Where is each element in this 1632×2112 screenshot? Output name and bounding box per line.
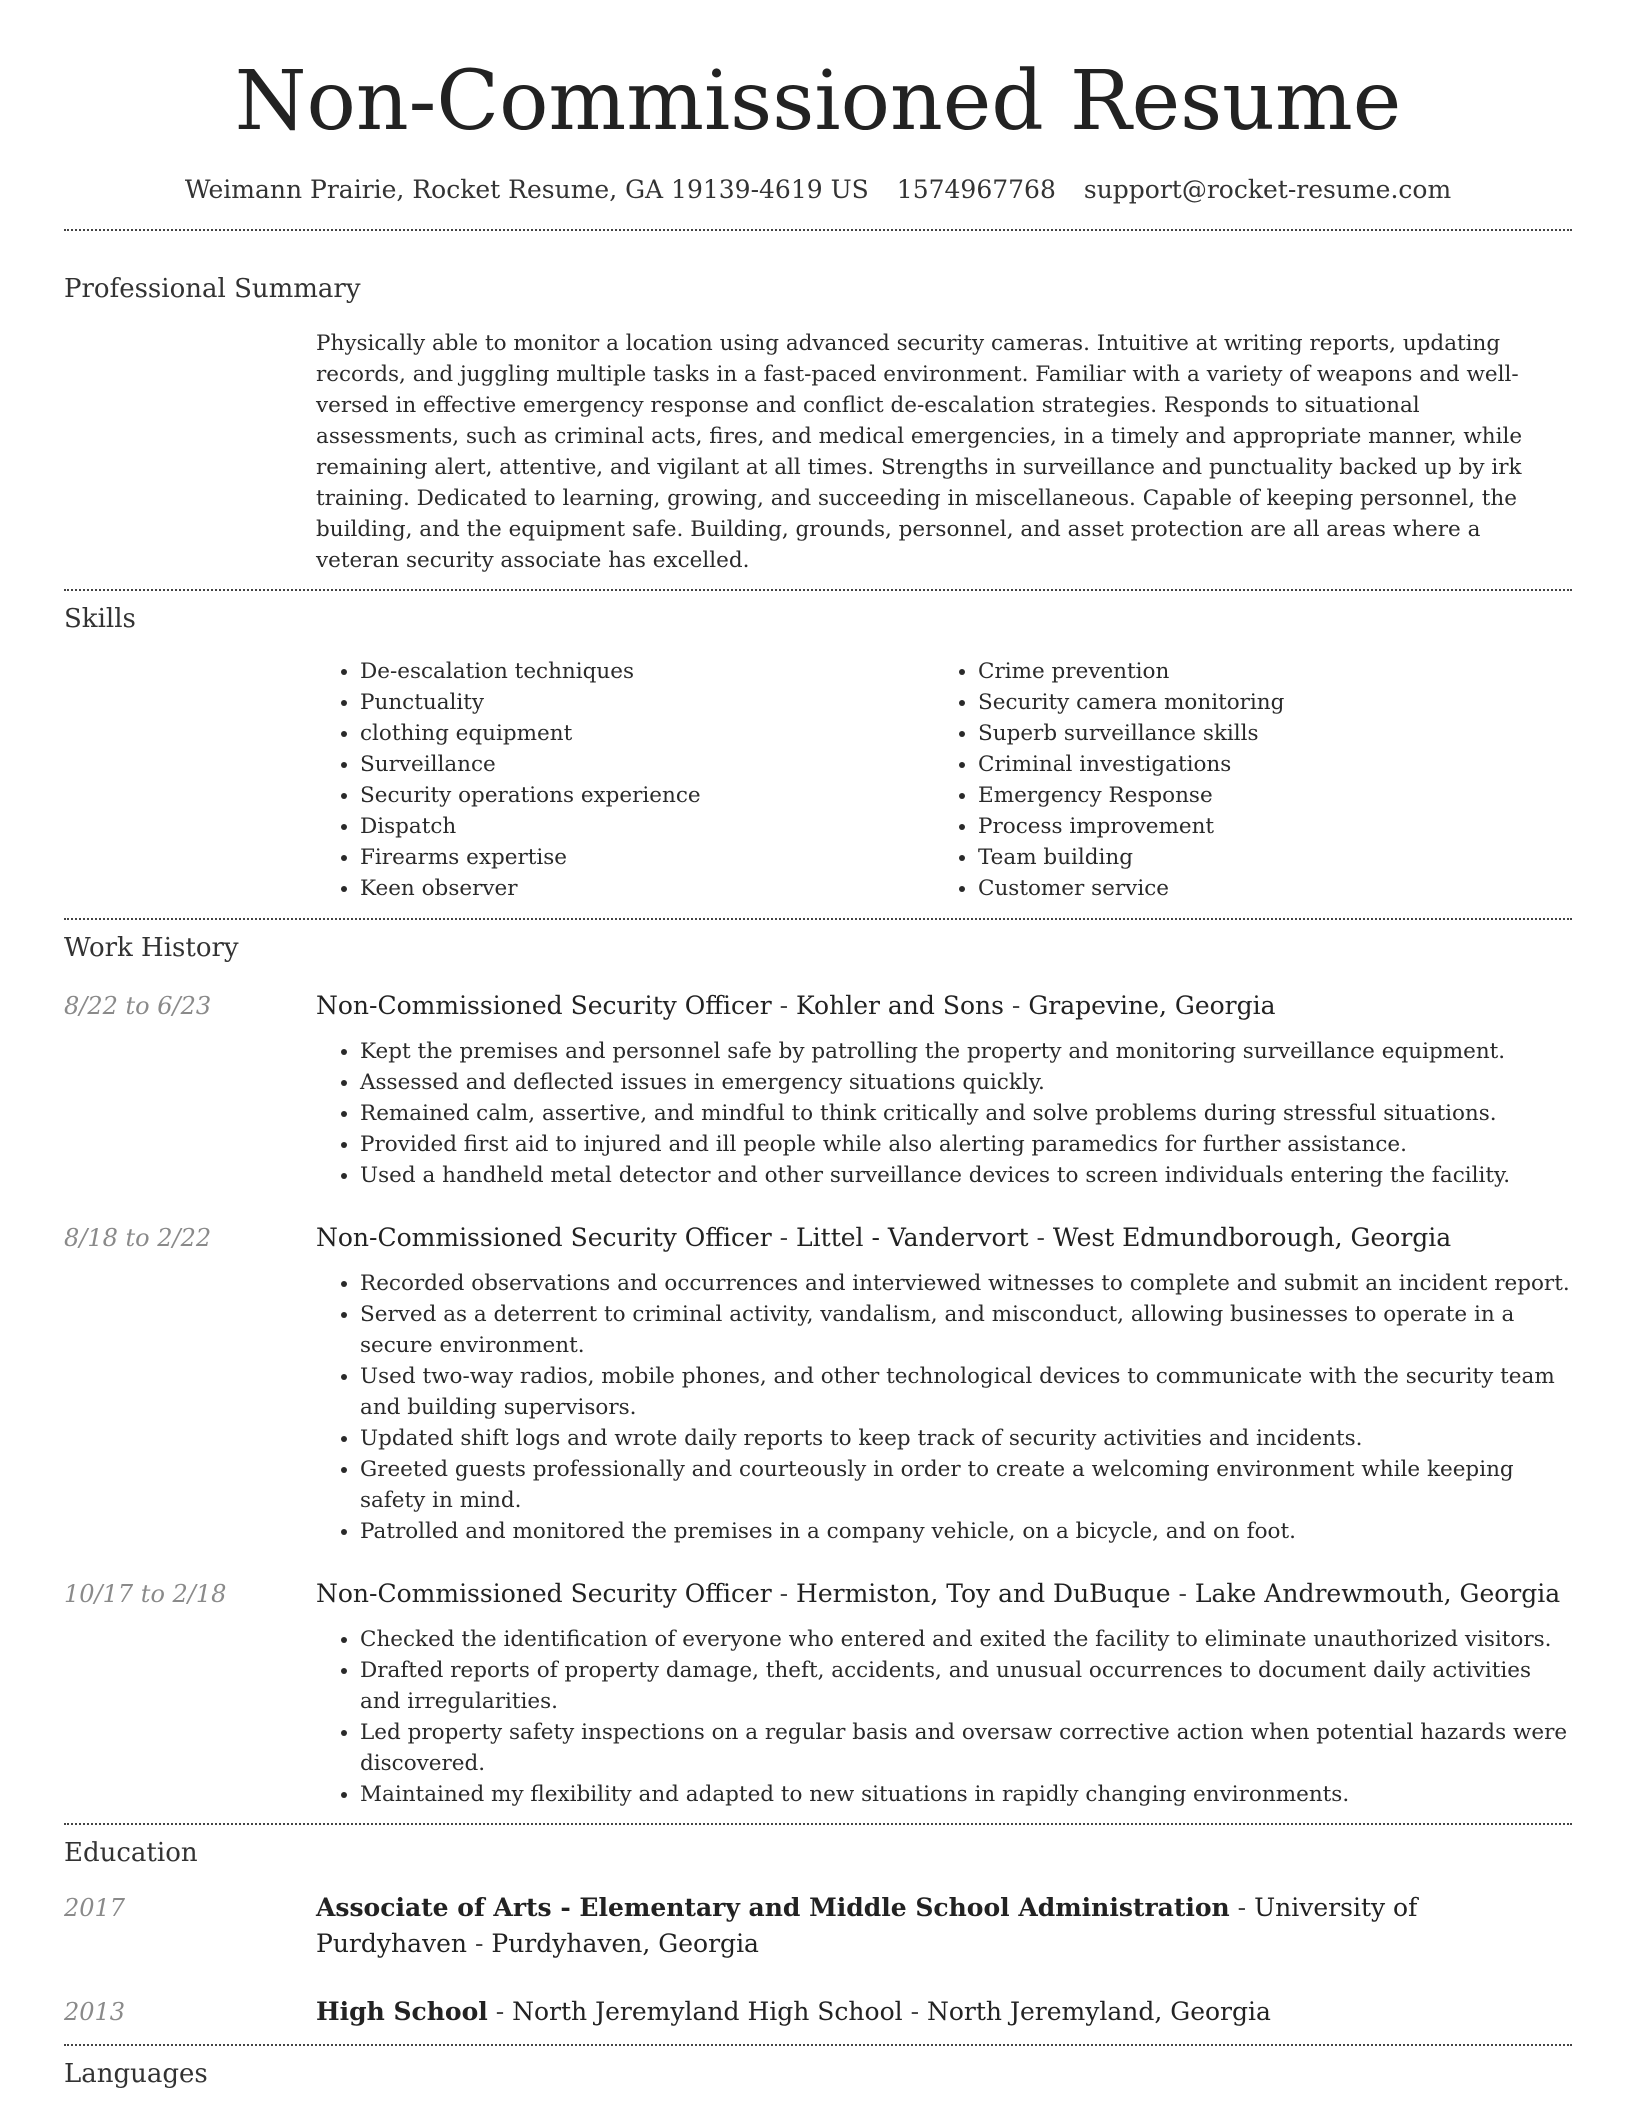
skills-right-list — [934, 656, 1552, 904]
section-title-education: Education — [64, 1838, 198, 1868]
skill-item: • De-escalation techniques — [360, 656, 934, 687]
separator: - — [1170, 1579, 1195, 1608]
job-company: Kohler and Sons — [796, 991, 1004, 1020]
contact-line — [64, 174, 1572, 206]
job-bullet: • Used a handheld metal detector and other surveillance devices to screen individuals entering the facility. — [360, 1160, 1572, 1191]
skill-item: • Crime prevention — [978, 656, 1552, 687]
separator: - — [771, 1223, 797, 1252]
section-title-work: Work History — [64, 933, 239, 963]
job-bullets — [316, 1268, 1572, 1547]
job-bullet: • Led property safety inspections on a regular basis and oversaw corrective action when potential hazards were discovered. — [360, 1717, 1572, 1779]
separator: - — [771, 1579, 797, 1608]
skill-item: • Team building — [978, 842, 1552, 873]
job-entry — [64, 988, 1572, 1191]
education-entry — [64, 1994, 1572, 2030]
education-location: Purdyhaven, Georgia — [491, 1929, 759, 1958]
contact-address: Weimann Prairie, Rocket Resume, GA 19139-4619 US — [184, 175, 869, 204]
education-school: North Jeremyland High School — [512, 1997, 903, 2026]
skill-item: • Punctuality — [360, 687, 934, 718]
job-bullet: • Assessed and deflected issues in emergency situations quickly. — [360, 1067, 1572, 1098]
section-title-summary: Professional Summary — [64, 274, 361, 304]
education-location: North Jeremyland, Georgia — [926, 1997, 1271, 2026]
separator: - — [1229, 1893, 1255, 1922]
job-heading — [316, 1220, 1572, 1256]
education-year: 2013 — [64, 1998, 126, 2026]
skill-item: • Process improvement — [978, 811, 1552, 842]
job-heading — [316, 1576, 1572, 1612]
header-divider — [64, 229, 1572, 231]
education-divider — [64, 2044, 1572, 2046]
job-bullet: • Provided first aid to injured and ill people while also alerting paramedics for further assistance. — [360, 1129, 1572, 1160]
job-bullet: • Served as a deterrent to criminal activity, vandalism, and misconduct, allowing businesses to operate in a secure environment. — [360, 1299, 1572, 1361]
summary-divider — [64, 589, 1572, 591]
contact-email: support@rocket-resume.com — [1083, 175, 1452, 204]
job-bullet: • Drafted reports of property damage, theft, accidents, and unusual occurrences to document daily activities and irregularities. — [360, 1655, 1572, 1717]
skill-item: • Keen observer — [360, 873, 934, 904]
job-bullets — [316, 1624, 1572, 1810]
resume-page — [64, 0, 1572, 2091]
skill-item: • Firearms expertise — [360, 842, 934, 873]
job-location: Grapevine, Georgia — [1028, 991, 1276, 1020]
job-bullet: • Used two-way radios, mobile phones, and other technological devices to communicate with the security team and building supervisors. — [360, 1361, 1572, 1423]
section-title-skills: Skills — [64, 604, 136, 634]
contact-phone: 1574967768 — [896, 175, 1056, 204]
education-year: 2017 — [64, 1894, 126, 1922]
job-bullet: • Kept the premises and personnel safe by patrolling the property and monitoring surveillance equipment. — [360, 1036, 1572, 1067]
job-entry — [64, 1220, 1572, 1547]
job-dates: 8/18 to 2/22 — [64, 1224, 212, 1252]
education-degree: Associate of Arts - Elementary and Middle School Administration — [316, 1893, 1230, 1922]
job-bullets — [316, 1036, 1572, 1191]
job-bullet: • Remained calm, assertive, and mindful to think critically and solve problems during stressful situations. — [360, 1098, 1572, 1129]
education-school: University of Purdyhaven — [316, 1893, 1418, 1958]
skill-item: • Security operations experience — [360, 780, 934, 811]
job-company: Littel - Vandervort — [796, 1223, 1029, 1252]
job-dates: 10/17 to 2/18 — [64, 1580, 227, 1608]
separator: - — [1028, 1223, 1053, 1252]
job-role: Non-Commissioned Security Officer — [316, 1579, 772, 1608]
skill-item: • Superb surveillance skills — [978, 718, 1552, 749]
education-heading — [316, 1994, 1572, 2030]
skills-divider — [64, 918, 1572, 920]
job-role: Non-Commissioned Security Officer — [316, 1223, 772, 1252]
skill-item: • Security camera monitoring — [978, 687, 1552, 718]
skill-item: • Emergency Response — [978, 780, 1552, 811]
separator: - — [467, 1929, 492, 1958]
job-location: West Edmundborough, Georgia — [1052, 1223, 1452, 1252]
education-degree: High School — [316, 1997, 488, 2026]
separator: - — [902, 1997, 927, 2026]
job-bullet: • Patrolled and monitored the premises in a company vehicle, on a bicycle, and on foot. — [360, 1516, 1572, 1547]
job-bullet: • Checked the identification of everyone who entered and exited the facility to eliminate unauthorized visitors. — [360, 1624, 1572, 1655]
job-dates: 8/22 to 6/23 — [64, 992, 212, 1020]
work-divider — [64, 1823, 1572, 1825]
skill-item: • clothing equipment — [360, 718, 934, 749]
skill-item: • Surveillance — [360, 749, 934, 780]
job-bullet: • Recorded observations and occurrences and interviewed witnesses to complete and submit an incident report. — [360, 1268, 1572, 1299]
job-entry — [64, 1576, 1572, 1810]
separator: - — [1003, 991, 1029, 1020]
job-role: Non-Commissioned Security Officer — [316, 991, 772, 1020]
job-bullet: • Updated shift logs and wrote daily reports to keep track of security activities and incidents. — [360, 1423, 1572, 1454]
skill-item: • Dispatch — [360, 811, 934, 842]
separator: - — [487, 1997, 513, 2026]
job-bullet: • Greeted guests professionally and courteously in order to create a welcoming environment while keeping safety in mind. — [360, 1454, 1572, 1516]
skills-grid — [316, 656, 1562, 904]
resume-name: Non-Commissioned Resume — [234, 54, 1402, 149]
skill-item: • Criminal investigations — [978, 749, 1552, 780]
summary-text: Physically able to monitor a location using advanced security cameras. Intuitive at writing reports, updating records, and juggling multiple tasks in a fast-paced environment. Familiar with a variety of weapons and well-versed in effective emergency response and conflict de-escalation strategies. Responds to situational assessments, such as criminal acts, fires, and medical emergencies, in a timely and appropriate manner, while remaining alert, attentive, and vigilant at all times. Strengths in surveillance and punctuality backed up by irk training. Dedicated to learning, growing, and succeeding in miscellaneous. Capable of keeping personnel, the building, and the equipment safe. Building, grounds, personnel, and asset protection are all areas where a veteran security associate has excelled. — [316, 331, 1523, 573]
job-bullet: • Maintained my flexibility and adapted to new situations in rapidly changing environments. — [360, 1779, 1572, 1810]
education-entry — [64, 1890, 1572, 1962]
skill-item: • Customer service — [978, 873, 1552, 904]
job-heading — [316, 988, 1572, 1024]
separator: - — [771, 991, 797, 1020]
job-company: Hermiston, Toy and DuBuque — [796, 1579, 1171, 1608]
job-location: Lake Andrewmouth, Georgia — [1194, 1579, 1561, 1608]
skills-left-list — [316, 656, 934, 904]
section-title-languages: Languages — [64, 2059, 208, 2089]
education-heading — [316, 1890, 1572, 1962]
